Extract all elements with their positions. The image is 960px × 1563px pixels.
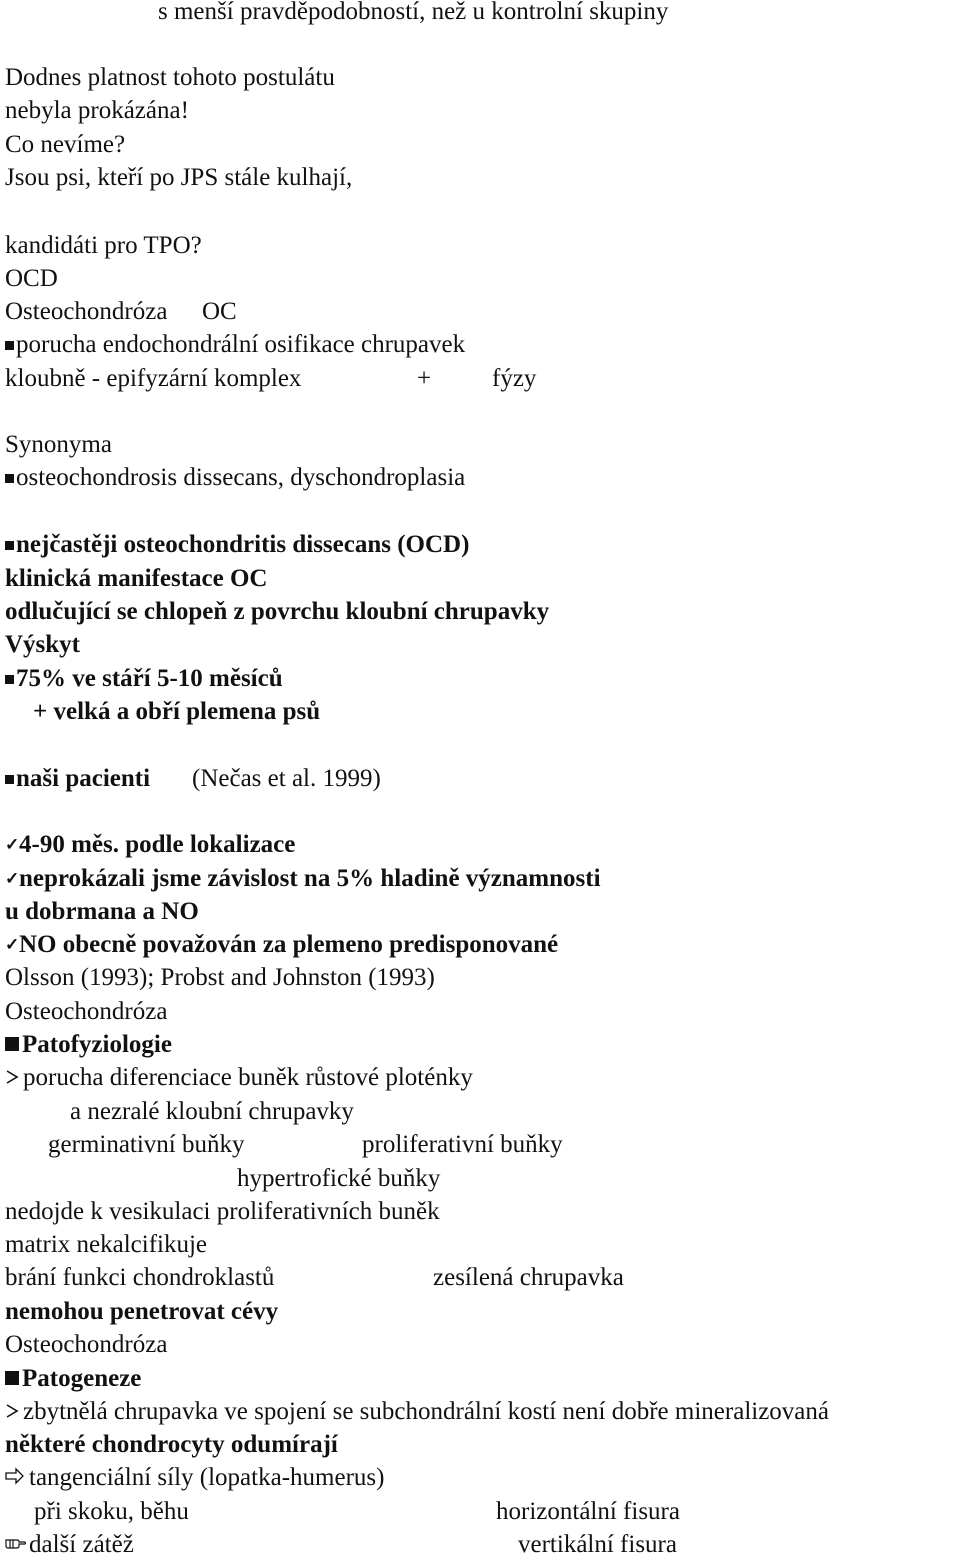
bullet-line bbox=[5, 764, 150, 794]
text-line: + velká a obří plemena psů bbox=[33, 698, 321, 725]
bullet-line bbox=[5, 463, 465, 493]
text-segment: 75% ve stáří 5-10 měsíců bbox=[16, 665, 283, 692]
text-line: fýzy bbox=[492, 365, 537, 392]
checkmark-icon: ✓ bbox=[5, 935, 20, 954]
arrow-bullet-icon bbox=[5, 1063, 23, 1093]
arrow-line bbox=[5, 1063, 473, 1093]
text-line: odlučující se chlopeň z povrchu kloubní chrupavky bbox=[5, 598, 550, 625]
check-line bbox=[5, 864, 601, 894]
arrow-bullet-icon bbox=[5, 1397, 23, 1427]
square-bullet-icon bbox=[5, 474, 14, 483]
square-bullet-icon bbox=[5, 341, 14, 350]
text-line: při skoku, běhu bbox=[34, 1498, 189, 1525]
text-line: nebyla prokázána! bbox=[5, 97, 189, 124]
text-line: Olsson (1993); Probst and Johnston (1993) bbox=[5, 964, 435, 991]
check-line bbox=[5, 830, 295, 860]
text-line: s menší pravděpodobností, než u kontrolní skupiny bbox=[158, 0, 669, 25]
text-line: brání funkci chondroklastů bbox=[5, 1264, 275, 1291]
text-segment: zbytnělá chrupavka ve spojení se subchondrální kostí není dobře mineralizovaná bbox=[23, 1398, 829, 1425]
text-segment: další zátěž bbox=[29, 1531, 134, 1558]
square-bullet-icon bbox=[5, 775, 14, 784]
checkmark-icon: ✓ bbox=[5, 835, 20, 854]
section-heading bbox=[5, 1030, 172, 1060]
text-line: germinativní buňky bbox=[48, 1131, 245, 1158]
text-segment: osteochondrosis dissecans, dyschondroplasia bbox=[16, 464, 466, 491]
text-line: a nezralé kloubní chrupavky bbox=[70, 1098, 354, 1125]
text-segment: Osteochondróza bbox=[5, 298, 168, 325]
text-line: proliferativní buňky bbox=[362, 1131, 563, 1158]
arrow-line bbox=[5, 1463, 384, 1493]
text-line: Výskyt bbox=[5, 631, 81, 658]
text-line: horizontální fisura bbox=[496, 1498, 680, 1525]
text-line: klinická manifestace OC bbox=[5, 565, 268, 592]
text-line: Osteochondróza bbox=[5, 998, 168, 1025]
text-segment: 4-90 měs. podle lokalizace bbox=[19, 831, 296, 858]
square-bullet-icon bbox=[5, 1371, 19, 1385]
text-line: nedojde k vesikulaci proliferativních buněk bbox=[5, 1198, 440, 1225]
text-line: Synonyma bbox=[5, 431, 112, 458]
text-segment: OC bbox=[201, 298, 237, 325]
text-segment: porucha diferenciace buněk růstové ploténky bbox=[23, 1064, 473, 1091]
text-line: kandidáti pro TPO? bbox=[5, 232, 202, 259]
text-segment: nejčastěji osteochondritis dissecans (OCD) bbox=[16, 531, 470, 558]
hand-line bbox=[5, 1530, 134, 1560]
text-line: + bbox=[417, 365, 432, 392]
text-line: OCD bbox=[5, 265, 58, 292]
square-bullet-icon bbox=[5, 1037, 19, 1051]
text-segment: Patofyziologie bbox=[22, 1031, 172, 1058]
text-line: vertikální fisura bbox=[518, 1531, 677, 1558]
bullet-line bbox=[5, 664, 283, 694]
text-line: Osteochondróza bbox=[5, 1331, 168, 1358]
section-heading bbox=[5, 1364, 141, 1394]
text-segment: porucha endochondrální osifikace chrupavek bbox=[16, 331, 466, 358]
text-line: zesílená chrupavka bbox=[433, 1264, 624, 1291]
text-segment: naši pacienti bbox=[16, 765, 151, 792]
text-line: některé chondrocyty odumírají bbox=[5, 1431, 338, 1458]
text-segment: tangenciální síly (lopatka-humerus) bbox=[29, 1464, 385, 1491]
square-bullet-icon bbox=[5, 541, 14, 550]
bullet-line bbox=[5, 330, 465, 360]
outlined-arrow-icon bbox=[5, 1463, 29, 1493]
text-segment: NO obecně považován za plemeno predisponované bbox=[19, 931, 559, 958]
text-line: Dodnes platnost tohoto postulátu bbox=[5, 64, 335, 91]
text-line: u dobrmana a NO bbox=[5, 898, 199, 925]
arrow-line bbox=[5, 1397, 829, 1427]
pointing-hand-icon bbox=[5, 1530, 29, 1560]
check-line bbox=[5, 930, 558, 960]
text-segment: neprokázali jsme závislost na 5% hladině významnosti bbox=[19, 865, 601, 892]
square-bullet-icon bbox=[5, 675, 14, 684]
text-line: hypertrofické buňky bbox=[237, 1165, 441, 1192]
text-line: nemohou penetrovat cévy bbox=[5, 1298, 279, 1325]
text-line: Co nevíme? bbox=[5, 131, 126, 158]
text-line bbox=[5, 297, 237, 327]
checkmark-icon: ✓ bbox=[5, 869, 20, 888]
bullet-line bbox=[5, 530, 469, 560]
text-line: (Nečas et al. 1999) bbox=[192, 765, 381, 792]
text-line: Jsou psi, kteří po JPS stále kulhají, bbox=[5, 164, 353, 191]
text-line: kloubně - epifyzární komplex bbox=[5, 365, 302, 392]
text-segment: Patogeneze bbox=[22, 1365, 142, 1392]
text-line: matrix nekalcifikuje bbox=[5, 1231, 208, 1258]
